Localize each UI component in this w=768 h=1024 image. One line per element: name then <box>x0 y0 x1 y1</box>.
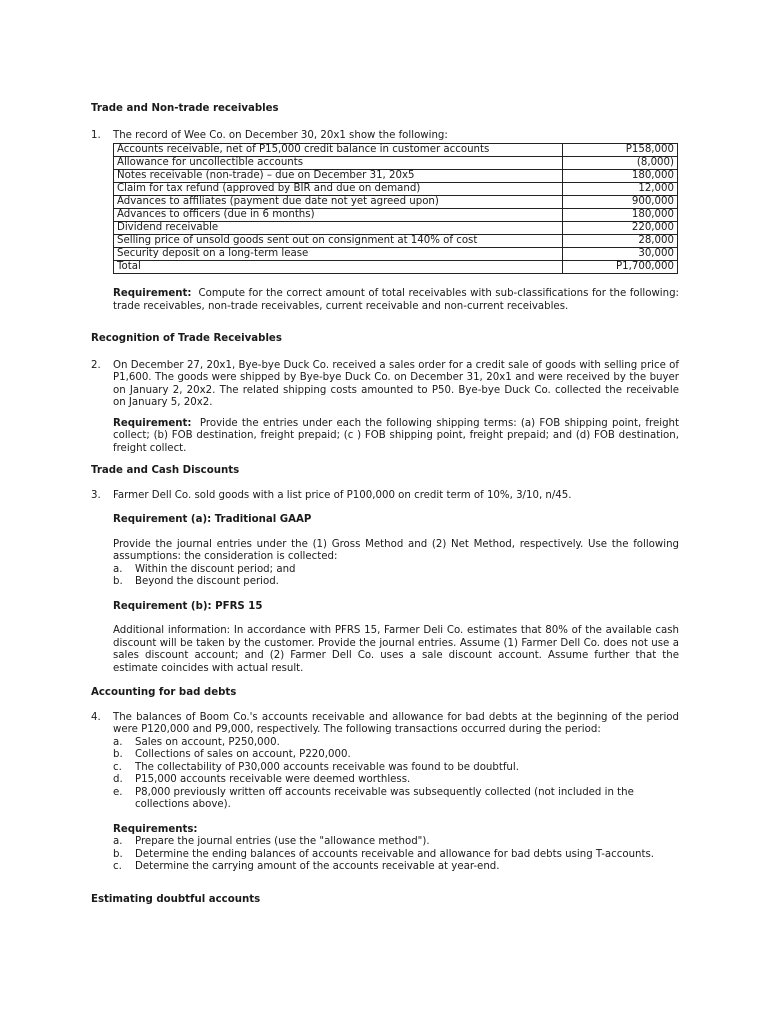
section-heading-discounts: Trade and Cash Discounts <box>91 465 240 476</box>
row-label: Allowance for uncollectible accounts <box>114 157 563 170</box>
table-row <box>114 248 678 261</box>
requirement-b-text: Additional information: In accordance with PFRS 15, Farmer Deli Co. estimates that 80% of the available cash discount will be taken by the customer. Provide the journal entries. Assume (1) Farmer Dell Co. does not use a sales discount account; and (2) Farmer Dell Co. uses a sale discount account. Assume further that the estimate coincides with actual result. <box>113 625 679 674</box>
list-letter: c. <box>113 761 122 773</box>
list-item <box>113 849 679 862</box>
row-amount: P158,000 <box>563 144 678 157</box>
row-label: Security deposit on a long-term lease <box>114 248 563 261</box>
list-text: Collections of sales on account, P220,000. <box>135 749 351 760</box>
row-label: Notes receivable (non-trade) – due on December 31, 20x5 <box>114 170 563 183</box>
list-letter: b. <box>113 576 123 587</box>
row-label: Advances to affiliates (payment due date not yet agreed upon) <box>114 196 563 209</box>
list-item <box>113 576 679 589</box>
list-letter: b. <box>113 848 123 860</box>
row-amount: 220,000 <box>563 222 678 235</box>
list-text: P15,000 accounts receivable were deemed worthless. <box>135 774 411 785</box>
row-label: Total <box>114 261 563 274</box>
section-heading-recognition: Recognition of Trade Receivables <box>91 333 282 344</box>
question-4 <box>91 712 679 874</box>
row-amount: P1,700,000 <box>563 261 678 274</box>
list-item <box>113 861 679 874</box>
list-item <box>113 762 679 775</box>
list-letter: a. <box>113 836 123 847</box>
list-text: Sales on account, P250,000. <box>135 736 280 748</box>
list-letter: b. <box>113 749 123 760</box>
question-2-text: On December 27, 20x1, Bye-bye Duck Co. received a sales order for a credit sale of goods with selling price of P1,600. The goods were shipped by Bye-bye Duck Co. on December 31, 20x1 and were received by the buyer on January 2, 20x2. The related shipping costs amounted to P50. Bye-bye Duck Co. collected the receivable on January 5, 20x2. <box>113 359 679 408</box>
list-item <box>113 564 679 577</box>
section-heading-trade-nontrade: Trade and Non-trade receivables <box>91 103 279 114</box>
requirement-label: Requirement: <box>113 288 192 299</box>
list-text: Beyond the discount period. <box>135 576 279 587</box>
row-label: Accounts receivable, net of P15,000 credit balance in customer accounts <box>114 144 563 157</box>
table-row <box>114 170 678 183</box>
question-2-requirement <box>113 418 679 456</box>
row-label: Dividend receivable <box>114 222 563 235</box>
row-amount: 12,000 <box>563 183 678 196</box>
list-text: The collectability of P30,000 accounts receivable was found to be doubtful. <box>135 761 519 773</box>
requirement-a-text: Provide the journal entries under the (1) Gross Method and (2) Net Method, respectively. Use the following assumptions: the consideration is collected: <box>113 538 679 562</box>
receivables-table <box>113 143 678 274</box>
table-row <box>114 183 678 196</box>
list-text: Determine the carrying amount of the accounts receivable at year-end. <box>135 861 500 872</box>
table-row <box>114 144 678 157</box>
transactions-list <box>113 737 679 812</box>
question-3 <box>91 490 679 676</box>
question-4-text: The balances of Boom Co.'s accounts receivable and allowance for bad debts at the beginning of the period were P120,000 and P9,000, respectively. The following transactions occurred during the period: <box>113 711 679 735</box>
question-number: 2. <box>91 359 101 371</box>
list-text: Prepare the journal entries (use the "allowance method"). <box>135 836 430 847</box>
list-item <box>113 749 679 762</box>
question-1 <box>91 130 679 314</box>
list-text: Within the discount period; and <box>135 563 296 575</box>
question-2 <box>91 360 679 456</box>
list-letter: a. <box>113 563 123 575</box>
list-letter: e. <box>113 786 123 798</box>
table-row <box>114 196 678 209</box>
row-label: Claim for tax refund (approved by BIR and due on demand) <box>114 183 563 196</box>
document-page <box>91 103 679 906</box>
list-item <box>113 787 679 812</box>
question-3-text: Farmer Dell Co. sold goods with a list price of P100,000 on credit term of 10%, 3/10, n/45. <box>113 489 572 501</box>
table-row <box>114 222 678 235</box>
row-label: Selling price of unsold goods sent out on consignment at 140% of cost <box>114 235 563 248</box>
list-letter: c. <box>113 861 122 872</box>
table-row <box>114 209 678 222</box>
section-heading-estimating: Estimating doubtful accounts <box>91 893 261 905</box>
requirement-label: Requirement: <box>113 417 192 429</box>
table-row <box>114 261 678 274</box>
row-amount: 28,000 <box>563 235 678 248</box>
question-number: 1. <box>91 129 101 141</box>
requirement-text: Compute for the correct amount of total receivables with sub-classifications for the following: trade receivables, non-trade receivables, current receivable and non-current receivables. <box>113 288 679 312</box>
section-heading-bad-debts: Accounting for bad debts <box>91 687 237 698</box>
row-amount: 180,000 <box>563 209 678 222</box>
list-item <box>113 836 679 849</box>
requirement-text: Provide the entries under each the following shipping terms: (a) FOB shipping point, freight collect; (b) FOB destination, freight prepaid; (c ) FOB shipping point, freight prepaid; and (d) FOB destination, freight collect. <box>113 417 679 454</box>
row-amount: 900,000 <box>563 196 678 209</box>
question-1-intro: The record of Wee Co. on December 30, 20x1 show the following: <box>113 129 448 141</box>
requirement-a-list <box>113 564 679 589</box>
requirements-list <box>113 836 679 874</box>
requirements-title: Requirements: <box>113 823 198 835</box>
list-letter: d. <box>113 774 123 785</box>
list-item <box>113 774 679 787</box>
row-amount: 30,000 <box>563 248 678 261</box>
list-letter: a. <box>113 736 123 748</box>
requirement-a-title: Requirement (a): Traditional GAAP <box>113 514 312 525</box>
table-row <box>114 157 678 170</box>
list-item <box>113 737 679 750</box>
table-row <box>114 235 678 248</box>
row-amount: 180,000 <box>563 170 678 183</box>
list-text: P8,000 previously written off accounts receivable was subsequently collected (not included in the collections above). <box>135 786 634 810</box>
requirement-b-title: Requirement (b): PFRS 15 <box>113 600 263 612</box>
question-1-requirement <box>113 288 679 313</box>
list-text: Determine the ending balances of accounts receivable and allowance for bad debts using T-accounts. <box>135 848 655 860</box>
question-number: 3. <box>91 489 101 501</box>
question-number: 4. <box>91 711 101 723</box>
row-label: Advances to officers (due in 6 months) <box>114 209 563 222</box>
row-amount: (8,000) <box>563 157 678 170</box>
